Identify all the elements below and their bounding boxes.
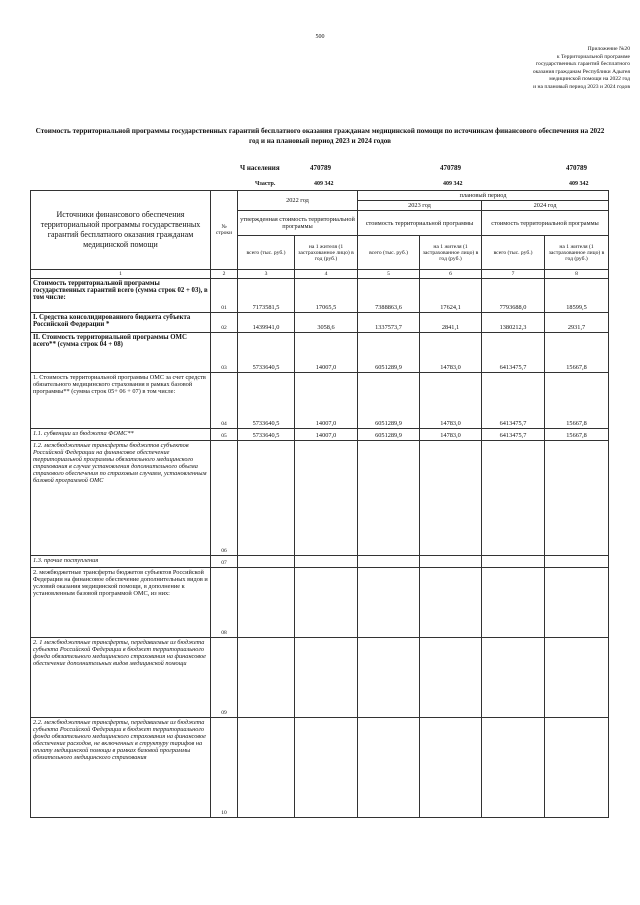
row-value <box>420 556 482 568</box>
row-value <box>482 556 545 568</box>
row-value: 1337573,7 <box>358 313 420 333</box>
row-value <box>295 441 358 556</box>
row-value: 6051289,9 <box>358 373 420 429</box>
population-insured-label: Чзастр. <box>255 181 276 187</box>
row-value <box>238 638 295 718</box>
row-value: 1380212,3 <box>482 313 545 333</box>
row-value <box>420 441 482 556</box>
column-number: 6 <box>420 270 482 279</box>
row-value: 6413475,7 <box>482 429 545 441</box>
row-value: 1439941,0 <box>238 313 295 333</box>
document-title: Стоимость территориальной программы государственных гарантий бесплатного оказания гражданам медицинской помощи по источникам финансового обеспечения на 2022 год и на плановый период 2023 и 2024 годов <box>35 127 605 145</box>
row-value <box>358 441 420 556</box>
row-value: 2841,1 <box>420 313 482 333</box>
row-label: 1.1. субвенции из бюджета ФОМС** <box>31 429 211 441</box>
row-value <box>358 638 420 718</box>
header-total-2022: всего (тыс. руб.) <box>238 236 295 270</box>
population-2024-insured: 409 342 <box>569 181 589 187</box>
row-label: I. Средства консолидированного бюджета субъекта Российской Федерации * <box>31 313 211 333</box>
row-value <box>545 441 609 556</box>
cost-table <box>30 190 609 818</box>
row-value: 6413475,7 <box>482 333 545 373</box>
row-code: 09 <box>211 638 238 718</box>
row-value <box>295 556 358 568</box>
row-value <box>482 441 545 556</box>
row-value <box>238 556 295 568</box>
appendix-line: к Территориальной программе <box>556 53 630 60</box>
appendix-line: государственных гарантий бесплатного <box>535 61 630 68</box>
table-row <box>31 429 609 441</box>
column-number: 1 <box>31 270 211 279</box>
header-per-capita-2024: на 1 жителя (1 застрахованное лицо) в год (руб.) <box>545 236 609 270</box>
row-value: 15667,8 <box>545 333 609 373</box>
column-number-row <box>31 270 609 279</box>
column-number: 2 <box>211 270 238 279</box>
row-value <box>238 568 295 638</box>
row-value: 5733640,5 <box>238 429 295 441</box>
row-value <box>420 718 482 818</box>
row-value <box>358 568 420 638</box>
population-2022-total: 470789 <box>310 164 331 172</box>
row-value: 7793688,0 <box>482 279 545 313</box>
row-value <box>545 638 609 718</box>
row-value: 15667,8 <box>545 429 609 441</box>
row-value: 14783,0 <box>420 373 482 429</box>
header-2022: 2022 год <box>238 191 358 211</box>
table-row <box>31 373 609 429</box>
row-label: 1.3. прочие поступления <box>31 556 211 568</box>
header-2024: 2024 год <box>482 201 609 211</box>
header-planned-period: плановый период <box>358 191 609 201</box>
row-value <box>295 638 358 718</box>
header-2023: 2023 год <box>358 201 482 211</box>
row-value: 17624,1 <box>420 279 482 313</box>
row-code: 08 <box>211 568 238 638</box>
row-value: 6051289,9 <box>358 429 420 441</box>
row-value <box>482 638 545 718</box>
row-label: II. Стоимость территориальной программы ОМС всего** (сумма строк 04 + 08) <box>31 333 211 373</box>
header-per-capita-2022: на 1 жителя (1 застрахованное лицо) в год (руб.) <box>295 236 358 270</box>
row-value: 14783,0 <box>420 429 482 441</box>
row-value <box>420 568 482 638</box>
row-value: 5733640,5 <box>238 373 295 429</box>
row-value: 5733640,5 <box>238 333 295 373</box>
row-value: 14007,0 <box>295 333 358 373</box>
row-code: 07 <box>211 556 238 568</box>
population-2023-insured: 409 342 <box>443 181 463 187</box>
row-value <box>482 718 545 818</box>
header-row-number: № строки <box>211 191 238 270</box>
row-value: 14007,0 <box>295 429 358 441</box>
row-value: 6413475,7 <box>482 373 545 429</box>
row-value <box>358 556 420 568</box>
header-per-capita-2023: на 1 жителя (1 застрахованное лицо) в год (руб.) <box>420 236 482 270</box>
table-row <box>31 333 609 373</box>
header-total-2023: всего (тыс. руб.) <box>358 236 420 270</box>
population-total-label: Ч населения <box>240 164 280 172</box>
table-row <box>31 638 609 718</box>
row-code: 04 <box>211 373 238 429</box>
row-label: 1. Стоимость территориальной программы ОМС за счет средств обязательного медицинского страхования в рамках базовой программы** (сумма строк 05+ 06 + 07) в том числе: <box>31 373 211 429</box>
population-2022-insured: 409 342 <box>314 181 334 187</box>
row-value: 7173581,5 <box>238 279 295 313</box>
header-cost-2024: стоимость территориальной программы <box>482 211 609 236</box>
appendix-line: Приложение №20 <box>587 46 630 52</box>
row-value <box>545 556 609 568</box>
table-row <box>31 313 609 333</box>
header-approved-cost: утвержденная стоимость территориальной программы <box>238 211 358 236</box>
population-2024-total: 470789 <box>566 164 587 172</box>
row-code: 02 <box>211 313 238 333</box>
row-value: 7388863,6 <box>358 279 420 313</box>
row-value: 14783,0 <box>420 333 482 373</box>
row-value: 14007,0 <box>295 373 358 429</box>
row-value <box>295 718 358 818</box>
row-label: 2. межбюджетные трансферты бюджетов субъектов Российской Федерации на финансовое обеспечение дополнительных видов и условий оказания медицинской помощи, в дополнение к установленным базовой программой ОМС, из них: <box>31 568 211 638</box>
table-row <box>31 718 609 818</box>
page-number: 500 <box>315 34 325 40</box>
column-number: 4 <box>295 270 358 279</box>
row-label: 1.2. межбюджетные трансферты бюджетов субъектов Российской Федерации на финансовое обеспечение территориальной программы обязательного медицинского страхования в случае установления дополнительного объема страхового обеспечения по страховым случаям, установленным базовой программой ОМС <box>31 441 211 556</box>
row-code: 05 <box>211 429 238 441</box>
column-number: 5 <box>358 270 420 279</box>
row-value <box>545 568 609 638</box>
row-value: 2931,7 <box>545 313 609 333</box>
row-code: 01 <box>211 279 238 313</box>
row-value <box>482 568 545 638</box>
row-code: 10 <box>211 718 238 818</box>
header-total-2024: всего (тыс. руб.) <box>482 236 545 270</box>
row-value: 15667,8 <box>545 373 609 429</box>
row-value <box>358 718 420 818</box>
row-code: 03 <box>211 333 238 373</box>
row-label: Стоимость территориальной программы государственных гарантий всего (сумма строк 02 + 03), в том числе: <box>31 279 211 313</box>
column-number: 7 <box>482 270 545 279</box>
table-row <box>31 441 609 556</box>
row-value: 18599,5 <box>545 279 609 313</box>
appendix-note <box>410 46 630 92</box>
row-value <box>420 638 482 718</box>
row-value: 17065,5 <box>295 279 358 313</box>
table-row <box>31 568 609 638</box>
row-code: 06 <box>211 441 238 556</box>
row-value: 6051289,9 <box>358 333 420 373</box>
row-value <box>238 718 295 818</box>
appendix-line: медицинской помощи на 2022 год <box>549 76 630 83</box>
table-row <box>31 556 609 568</box>
appendix-line: оказания гражданам Республики Адыгея <box>532 68 630 75</box>
column-number: 3 <box>238 270 295 279</box>
header-source: Источники финансового обеспечения территориальной программы государственных гарантий бесплатного оказания гражданам медицинской помощи <box>31 191 211 270</box>
row-value <box>238 441 295 556</box>
row-value: 3058,6 <box>295 313 358 333</box>
row-label: 2. 1 межбюджетные трансферты, передаваемые из бюджета субъекта Российской Федерации в бюджет территориального фонда обязательного медицинского страхования на финансовое обеспечение дополнительных видов медицинской помощи <box>31 638 211 718</box>
row-value <box>295 568 358 638</box>
table-row <box>31 279 609 313</box>
appendix-line: и на плановый период 2023 и 2024 годов <box>533 83 630 90</box>
header-cost-2023: стоимость территориальной программы <box>358 211 482 236</box>
row-label: 2.2. межбюджетные трансферты, передаваемые из бюджета субъекта Российской Федерации в бюджет территориального фонда обязательного медицинского страхования на финансовое обеспечение расходов, не включенных в структуру тарифов на оплату медицинской помощи в рамках базовой программы обязательного медицинского страхования <box>31 718 211 818</box>
population-2023-total: 470789 <box>440 164 461 172</box>
row-value <box>545 718 609 818</box>
column-number: 8 <box>545 270 609 279</box>
